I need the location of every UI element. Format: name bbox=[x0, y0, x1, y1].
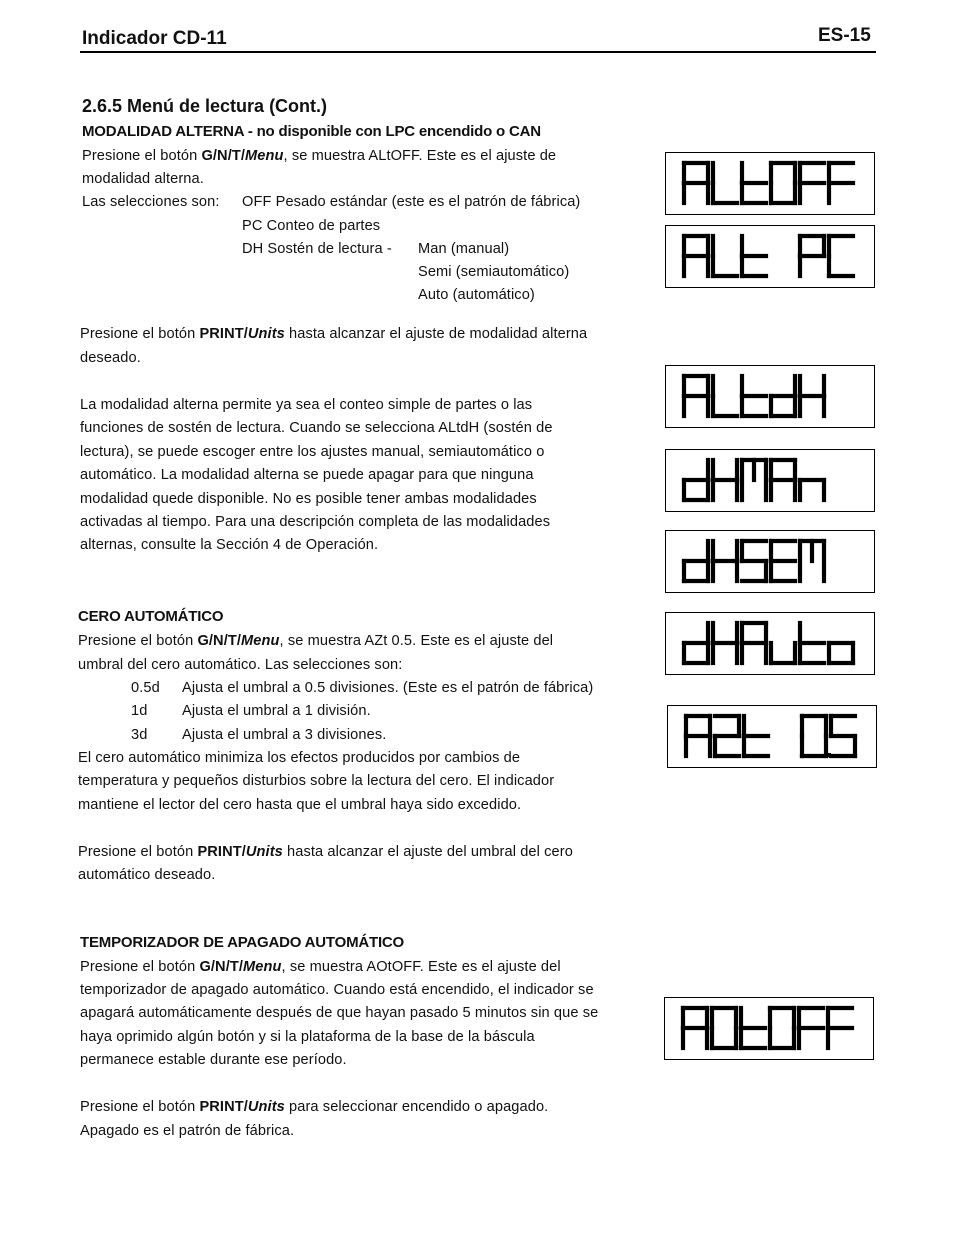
alt-mode-press-line2: deseado. bbox=[80, 350, 141, 366]
auto-off-press-line2: Apagado es el patrón de fábrica. bbox=[80, 1123, 295, 1139]
page-number: ES-15 bbox=[818, 25, 871, 46]
button-ref: PRINT/ bbox=[197, 844, 246, 860]
paragraph-line: funciones de sostén de lectura. Cuando se selecciona ALtdH (sostén de bbox=[80, 420, 553, 437]
auto-zero-heading: CERO AUTOMÁTICO bbox=[78, 608, 224, 625]
alt-mode-heading: MODALIDAD ALTERNA - no disponible con LPC encendido o CAN bbox=[82, 123, 541, 140]
text: para seleccionar encendido o apagado. bbox=[284, 1099, 549, 1115]
button-ref: G/N/T/ bbox=[201, 148, 246, 164]
option-code: 1d bbox=[131, 703, 148, 719]
text: Presione el botón bbox=[78, 633, 198, 649]
auto-off-heading: TEMPORIZADOR DE APAGADO AUTOMÁTICO bbox=[80, 934, 405, 951]
text: Presione el botón bbox=[78, 844, 198, 860]
paragraph-line: automático. La modalidad alterna se puede apagar para que ninguna bbox=[80, 467, 534, 484]
text: Presione el botón bbox=[80, 959, 200, 975]
option-text: Ajusta el umbral a 1 división. bbox=[182, 703, 371, 719]
text: hasta alcanzar el ajuste del umbral del cero bbox=[282, 844, 573, 860]
text: , se muestra ALtOFF. Este es el ajuste de bbox=[283, 148, 557, 164]
lcd-glyphs bbox=[665, 998, 873, 1059]
text: hasta alcanzar el ajuste de modalidad alterna bbox=[284, 326, 588, 342]
running-header-title: Indicador CD-11 bbox=[82, 28, 227, 49]
lcd-glyphs bbox=[666, 153, 874, 214]
auto-zero-intro-line2: umbral del cero automático. Las selecciones son: bbox=[78, 657, 403, 673]
lcd-glyphs bbox=[666, 450, 874, 511]
alt-mode-intro bbox=[82, 145, 556, 168]
auto-off-press-instruction bbox=[80, 1096, 548, 1119]
text: , se muestra AZt 0.5. Este es el ajuste del bbox=[279, 633, 554, 649]
button-ref-italic: Menu bbox=[241, 633, 280, 649]
lcd-display-azt bbox=[667, 705, 877, 768]
text: , se muestra AOtOFF. Este es el ajuste del bbox=[281, 959, 561, 975]
paragraph-line: lectura), se puede escoger entre los ajustes manual, semiautomático o bbox=[80, 443, 545, 460]
lcd-glyphs bbox=[668, 706, 876, 767]
header-rule bbox=[80, 51, 876, 53]
selection-off: OFF Pesado estándar (este es el patrón de fábrica) bbox=[242, 194, 581, 210]
paragraph-line: El cero automático minimiza los efectos producidos por cambios de bbox=[78, 750, 521, 766]
lcd-glyphs bbox=[666, 531, 874, 592]
option-code: 0.5d bbox=[131, 680, 160, 696]
lcd-display-altdh bbox=[665, 365, 875, 428]
text: Presione el botón bbox=[80, 1099, 200, 1115]
lcd-display-dhsem bbox=[665, 530, 875, 593]
button-ref-italic: Units bbox=[245, 844, 283, 860]
section-title: 2.6.5 Menú de lectura (Cont.) bbox=[82, 96, 328, 116]
button-ref: PRINT/ bbox=[199, 1099, 248, 1115]
paragraph-line: haya oprimido algún botón y si la plataforma de la base de la báscula bbox=[80, 1028, 535, 1045]
option-text: Ajusta el umbral a 3 divisiones. bbox=[182, 727, 387, 743]
lcd-display-alt-pc bbox=[665, 225, 875, 288]
lcd-display-altoff bbox=[665, 152, 875, 215]
selection-dh: DH Sostén de lectura - bbox=[242, 241, 392, 257]
auto-off-intro bbox=[80, 956, 561, 979]
paragraph-line: temporizador de apagado automático. Cuando está encendido, el indicador se bbox=[80, 982, 594, 998]
text: Presione el botón bbox=[80, 326, 200, 342]
selection-pc: PC Conteo de partes bbox=[242, 218, 381, 234]
dh-auto: Auto (automático) bbox=[418, 287, 535, 303]
lcd-display-dhman bbox=[665, 449, 875, 512]
paragraph-line: apagará automáticamente después de que hayan pasado 5 minutos sin que se bbox=[80, 1005, 599, 1022]
auto-zero-press-line2: automático deseado. bbox=[78, 867, 216, 883]
lcd-glyphs bbox=[666, 366, 874, 427]
paragraph-line: mantiene el lector del cero hasta que el umbral haya sido excedido. bbox=[78, 796, 522, 813]
button-ref-italic: Menu bbox=[243, 959, 282, 975]
button-ref-italic: Units bbox=[247, 1099, 285, 1115]
auto-zero-press-instruction bbox=[78, 841, 613, 864]
paragraph-line: La modalidad alterna permite ya sea el conteo simple de partes o las bbox=[80, 397, 533, 413]
button-ref-italic: Units bbox=[247, 326, 285, 342]
paragraph-line: alternas, consulte la Sección 4 de Operación. bbox=[80, 537, 379, 554]
button-ref: PRINT/ bbox=[199, 326, 248, 342]
lcd-display-aotoff bbox=[664, 997, 874, 1060]
lcd-glyphs bbox=[666, 226, 874, 287]
alt-mode-intro-line2: modalidad alterna. bbox=[82, 171, 204, 187]
lcd-display-dhauto bbox=[665, 612, 875, 675]
dh-man: Man (manual) bbox=[418, 241, 510, 257]
alt-mode-description bbox=[80, 394, 553, 558]
auto-off-description bbox=[80, 979, 598, 1073]
dh-semi: Semi (semiautomático) bbox=[418, 264, 570, 280]
lcd-glyphs bbox=[666, 613, 874, 674]
option-code: 3d bbox=[131, 727, 148, 743]
alt-mode-press-instruction bbox=[80, 323, 628, 346]
auto-zero-intro bbox=[78, 630, 553, 653]
text: Presione el botón bbox=[82, 148, 202, 164]
paragraph-line: temperatura y pequeños disturbios sobre la lectura del cero. El indicador bbox=[78, 773, 555, 790]
selections-label: Las selecciones son: bbox=[82, 194, 220, 210]
button-ref: G/N/T/ bbox=[199, 959, 244, 975]
button-ref: G/N/T/ bbox=[197, 633, 242, 649]
paragraph-line: activadas al tiempo. Para una descripción completa de las modalidades bbox=[80, 514, 551, 531]
paragraph-line: permanece estable durante ese período. bbox=[80, 1052, 347, 1069]
option-text: Ajusta el umbral a 0.5 divisiones. (Este es el patrón de fábrica) bbox=[182, 680, 594, 696]
button-ref-italic: Menu bbox=[245, 148, 284, 164]
paragraph-line: modalidad quede disponible. No es posible tener ambas modalidades bbox=[80, 490, 537, 507]
auto-zero-description bbox=[78, 747, 554, 817]
